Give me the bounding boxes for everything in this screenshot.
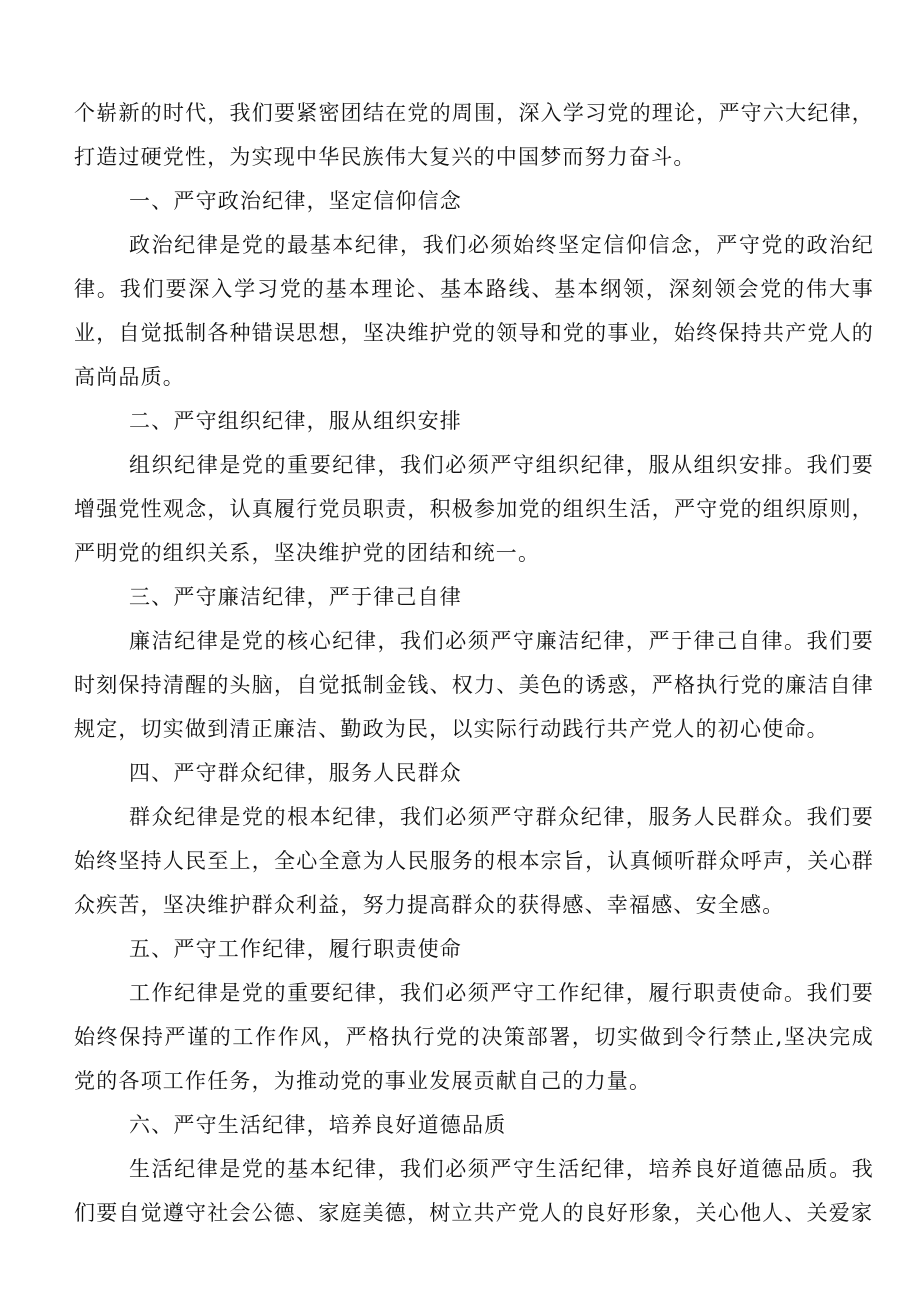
paragraph-intro-continuation: 个崭新的时代，我们要紧密团结在党的周围，深入学习党的理论，严守六大纪律，打造过硬党性，为实现中华民族伟大复兴的中国梦而努力奋斗。 — [74, 101, 874, 169]
document-body — [74, 91, 874, 1235]
section-heading-1: 一、严守政治纪律，坚定信仰信念 — [129, 189, 462, 213]
paragraph-section-1: 政治纪律是党的最基本纪律，我们必须始终坚定信仰信念，严守党的政治纪律。我们要深入学习党的基本理论、基本路线、基本纲领，深刻领会党的伟大事业，自觉抵制各种错误思想，坚决维护党的领导和党的事业，始终保持共产党人的高尚品质。 — [74, 233, 874, 389]
paragraph-section-2: 组织纪律是党的重要纪律，我们必须严守组织纪律，服从组织安排。我们要增强党性观念，认真履行党员职责，积极参加党的组织生活，严守党的组织原则，严明党的组织关系，坚决维护党的团结和统一。 — [74, 453, 874, 565]
section-heading-3: 三、严守廉洁纪律，严于律己自律 — [129, 585, 462, 609]
section-heading-2: 二、严守组织纪律，服从组织安排 — [129, 409, 462, 433]
section-heading-5: 五、严守工作纪律，履行职责使命 — [129, 937, 462, 961]
paragraph-section-3: 廉洁纪律是党的核心纪律，我们必须严守廉洁纪律，严于律己自律。我们要时刻保持清醒的头脑，自觉抵制金钱、权力、美色的诱惑，严格执行党的廉洁自律规定，切实做到清正廉洁、勤政为民，以实际行动践行共产党人的初心使命。 — [74, 629, 874, 741]
paragraph-section-6: 生活纪律是党的基本纪律，我们必须严守生活纪律，培养良好道德品质。我们要自觉遵守社会公德、家庭美德，树立共产党人的良好形象，关心他人、关爱家 — [74, 1157, 874, 1225]
section-heading-4: 四、严守群众纪律，服务人民群众 — [129, 761, 462, 785]
paragraph-section-4: 群众纪律是党的根本纪律，我们必须严守群众纪律，服务人民群众。我们要始终坚持人民至上，全心全意为人民服务的根本宗旨，认真倾听群众呼声，关心群众疾苦，坚决维护群众利益，努力提高群众的获得感、幸福感、安全感。 — [74, 805, 874, 917]
section-heading-6: 六、严守生活纪律，培养良好道德品质 — [129, 1113, 507, 1137]
paragraph-section-5: 工作纪律是党的重要纪律，我们必须严守工作纪律，履行职责使命。我们要始终保持严谨的工作作风，严格执行党的决策部署，切实做到令行禁止,坚决完成党的各项工作任务，为推动党的事业发展贡献自己的力量。 — [74, 981, 874, 1093]
